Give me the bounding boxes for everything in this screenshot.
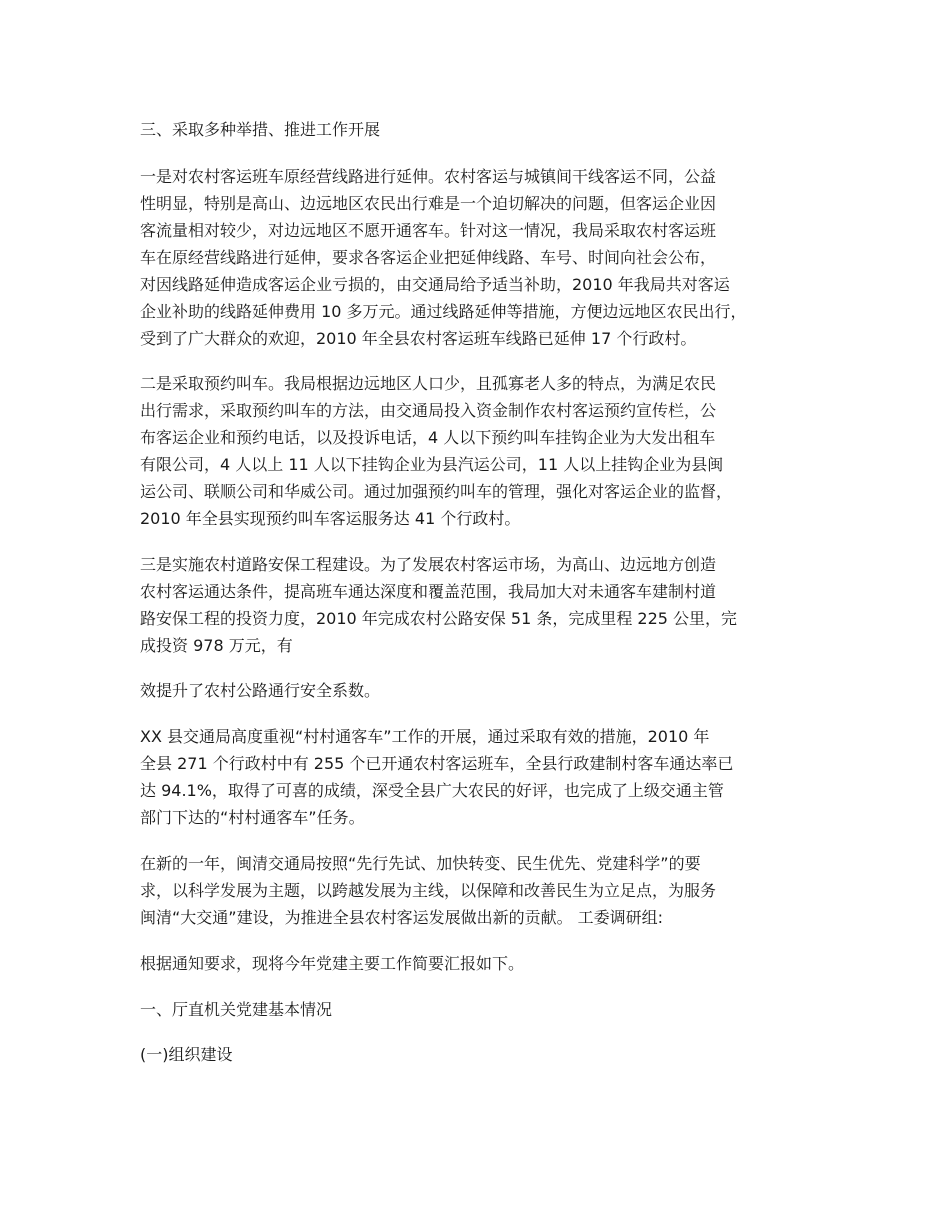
paragraph-line: 受到了广大群众的欢迎，2010 年全县农村客运班车线路已延伸 17 个行政村。 <box>140 329 697 348</box>
paragraph-line: 布客运企业和预约电话，以及投诉电话，4 人以下预约叫车挂钩企业为大发出租车 <box>140 428 716 447</box>
section-heading: 三、采取多种举措、推进工作开展 <box>140 120 381 139</box>
paragraph-line: XX 县交通局高度重视“村村通客车”工作的开展，通过采取有效的措施，2010 年 <box>140 727 710 746</box>
paragraph-line: 达 94.1%，取得了可喜的成绩，深受全县广大农民的好评，也完成了上级交通主管 <box>140 781 724 800</box>
paragraph-line: 闽清“大交通”建设，为推进全县农村客运发展做出新的贡献。 工委调研组: <box>140 908 664 927</box>
paragraph-line: 效提升了农村公路通行安全系数。 <box>140 681 381 700</box>
paragraph-line: 路安保工程的投资力度，2010 年完成农村公路安保 51 条，完成里程 225 公里，完 <box>140 609 738 628</box>
paragraph-line: 二是采取预约叫车。我局根据边远地区人口少，且孤寡老人多的特点，为满足农民 <box>140 374 717 393</box>
paragraph-line: 企业补助的线路延伸费用 10 多万元。通过线路延伸等措施，方便边远地区农民出行， <box>140 302 747 321</box>
paragraph-line: 车在原经营线路进行延伸，要求各客运企业把延伸线路、车号、时间向社会公布， <box>140 248 717 267</box>
paragraph-line: 部门下达的“村村通客车”任务。 <box>140 808 365 827</box>
paragraph-line: 在新的一年，闽清交通局按照“先行先试、加快转变、民生优先、党建科学”的要 <box>140 854 701 873</box>
paragraph-line: 对因线路延伸造成客运企业亏损的，由交通局给予适当补助，2010 年我局共对客运 <box>140 275 730 294</box>
paragraph-line: 三是实施农村道路安保工程建设。为了发展农村客运市场，为高山、边远地方创造 <box>140 555 717 574</box>
paragraph-line: 农村客运通达条件，提高班车通达深度和覆盖范围，我局加大对未通客车建制村道 <box>140 582 717 601</box>
paragraph-line: 出行需求，采取预约叫车的方法，由交通局投入资金制作农村客运预约宣传栏，公 <box>140 401 717 420</box>
subsection-heading: (一)组织建设 <box>140 1045 233 1064</box>
paragraph-line: 求，以科学发展为主题，以跨越发展为主线，以保障和改善民生为立足点，为服务 <box>140 881 717 900</box>
paragraph-line: 有限公司，4 人以上 11 人以下挂钩企业为县汽运公司，11 人以上挂钩企业为县闽 <box>140 455 724 474</box>
paragraph-line: 2010 年全县实现预约叫车客运服务达 41 个行政村。 <box>140 509 521 528</box>
section-heading: 一、厅直机关党建基本情况 <box>140 1000 333 1019</box>
paragraph-line: 客流量相对较少，对边远地区不愿开通客车。针对这一情况，我局采取农村客运班 <box>140 221 717 240</box>
paragraph-line: 一是对农村客运班车原经营线路进行延伸。农村客运与城镇间干线客运不同，公益 <box>140 167 717 186</box>
paragraph-line: 根据通知要求，现将今年党建主要工作简要汇报如下。 <box>140 954 525 973</box>
paragraph-line: 性明显，特别是高山、边远地区农民出行难是一个迫切解决的问题，但客运企业因 <box>140 194 717 213</box>
paragraph-line: 运公司、联顺公司和华威公司。通过加强预约叫车的管理，强化对客运企业的监督， <box>140 482 733 501</box>
paragraph-line: 全县 271 个行政村中有 255 个已开通农村客运班车，全县行政建制村客车通达率已 <box>140 754 734 773</box>
paragraph-line: 成投资 978 万元，有 <box>140 636 293 655</box>
